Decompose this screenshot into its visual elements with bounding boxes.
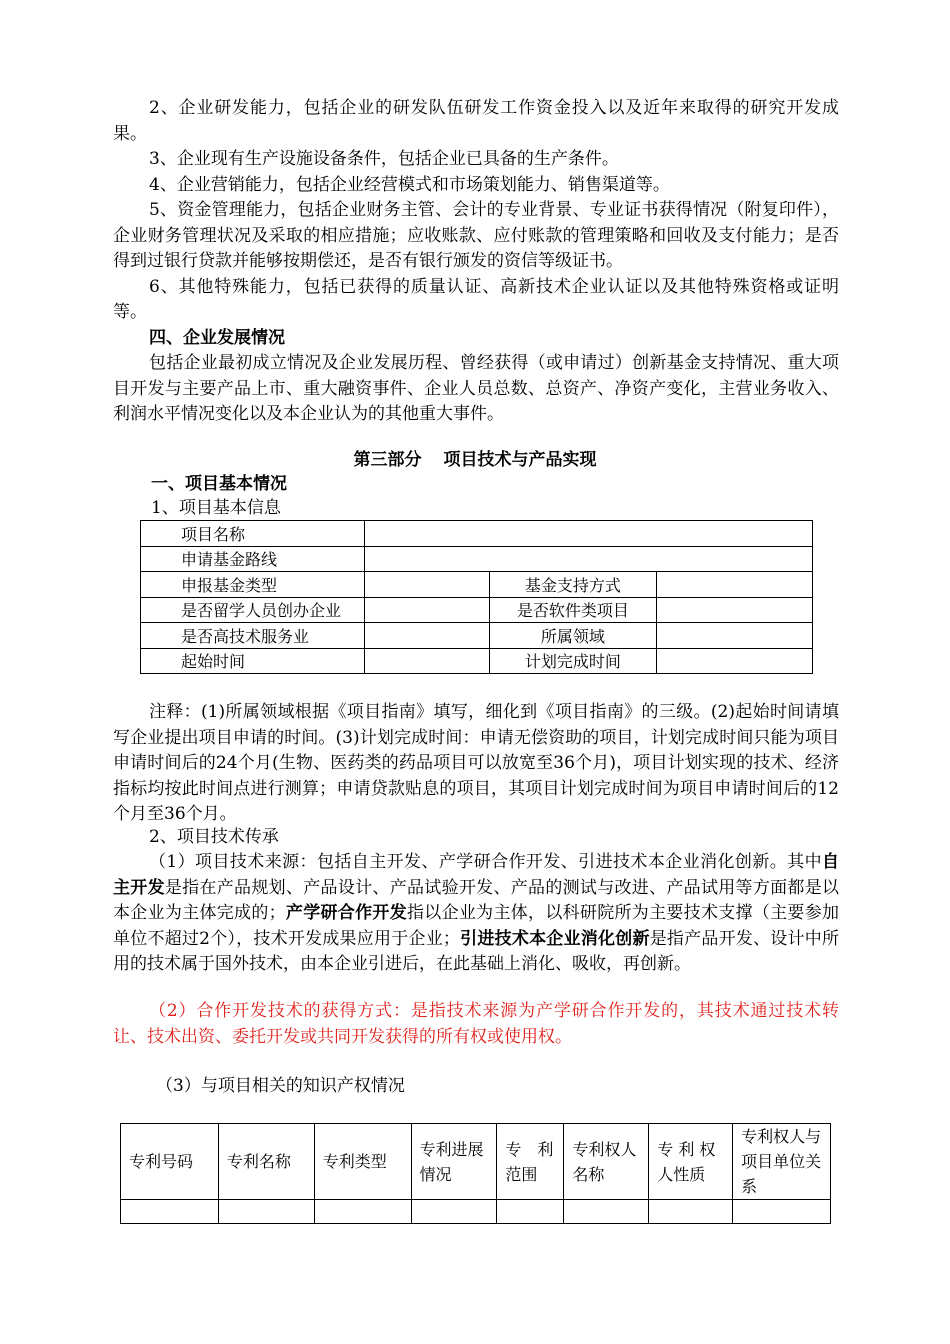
tech-source-intro: （1）项目技术来源：包括自主开发、产学研合作开发、引进技术本企业消化创新。其中 [149,852,822,872]
value-support-mode[interactable] [657,572,813,598]
label-field: 所属领域 [489,623,657,649]
value-field[interactable] [657,623,813,649]
tech-source-def1: 是指在产品规划、产品设计、产品试验开发、产品的测试与改进、产品试用等方面都是以本企业为主体完成的； [113,877,840,923]
label-project-name: 项目名称 [141,521,365,547]
item-rd-capability: 2、企业研发能力，包括企业的研发队伍研发工作资金投入以及近年来取得的研究开发成果。 [113,98,839,144]
value-start-time[interactable] [364,648,489,674]
header-patent-name: 专利名称 [218,1124,314,1200]
header-patentee-relation: 专利权人与项目单位关系 [733,1124,831,1200]
table-row [141,623,813,649]
cell-patentee-name[interactable] [564,1200,649,1224]
cell-patent-name[interactable] [218,1200,314,1224]
tech-source-def2: 指以企业为主体，以科研院所为主要技术支撑（主要参加单位不超过2个），技术开发成果应用于企业； [113,903,840,949]
label-plan-end-time: 计划完成时间 [489,648,657,674]
header-patent-type: 专利类型 [314,1124,411,1200]
cell-patent-progress[interactable] [411,1200,497,1224]
term-industry-academia: 产学研合作开发 [285,903,407,923]
header-patent-progress: 专利进展情况 [411,1124,497,1200]
item-marketing-capability: 4、企业营销能力，包括企业经营模式和市场策划能力、销售渠道等。 [149,174,670,195]
label-high-tech-service: 是否高技术服务业 [141,623,365,649]
term-self-developed: 自主开发 [113,852,839,898]
header-patent-number: 专利号码 [121,1124,219,1200]
project-info-table [140,520,813,674]
cell-patent-number[interactable] [121,1200,219,1224]
label-software: 是否软件类项目 [489,597,657,623]
coop-method-paragraph: （2）合作开发技术的获得方式：是指技术来源为产学研合作开发的，其技术通过技术转让、技术出资、委托开发或共同开发获得的所有权或使用权。 [113,1001,839,1047]
ip-heading: （3）与项目相关的知识产权情况 [156,1076,405,1096]
item-production-facilities: 3、企业现有生产设施设备条件，包括企业已具备的生产条件。 [149,149,619,169]
value-returnee[interactable] [364,597,489,623]
ip-table-header-row [121,1124,831,1200]
part-three-title [0,448,950,472]
item-fund-management: 5、资金管理能力，包括企业财务主管、会计的专业背景、专业证书获得情况（附复印件），企业财务管理状况及采取的相应措施；应收账款、应付账款的管理策略和回收及支付能力；是否得到过银行贷款并能够按期偿还，是否有银行颁发的资信等级证书。 [113,200,839,271]
tech-source-def3: 是指产品开发、设计中所用的技术属于国外技术，由本企业引进后，在此基础上消化、吸收，再创新。 [113,928,839,974]
cell-patentee-relation[interactable] [733,1200,831,1224]
section-four-heading: 四、企业发展情况 [149,327,285,348]
value-high-tech-service[interactable] [364,623,489,649]
table-note: 注释：(1)所属领域根据《项目指南》填写，细化到《项目指南》的三级。(2)起始时间请填写企业提出项目申请的时间。(3)计划完成时间：申请无偿资助的项目，计划完成时间只能为项目申请时间后的24个月(生物、医药类的药品项目可以放宽至36个月)，项目计划实现的技术、经济指标均按此时间点进行测算；申请贷款贴息的项目，其项目计划完成时间为项目申请时间后的12个月至36个月。 [113,702,839,824]
table-row [141,597,813,623]
value-plan-end-time[interactable] [657,648,813,674]
part-three-name: 项目技术与产品实现 [443,450,597,470]
cell-patent-type[interactable] [314,1200,411,1224]
basic-info-heading: 一、项目基本情况 [151,474,287,494]
label-returnee: 是否留学人员创办企业 [141,597,365,623]
table-row [141,648,813,674]
value-software[interactable] [657,597,813,623]
header-patent-scope: 专 利范围 [497,1124,564,1200]
label-start-time: 起始时间 [141,648,365,674]
item-special-capability: 6、其他特殊能力，包括已获得的质量认证、高新技术企业认证以及其他特殊资格或证明等。 [113,276,839,322]
table-row [141,521,813,547]
table-row [141,572,813,598]
value-fund-type[interactable] [364,572,489,598]
term-imported-innovation: 引进技术本企业消化创新 [459,928,650,949]
value-project-name[interactable] [364,521,812,547]
table-row [121,1200,831,1224]
tech-source-paragraph [113,850,839,978]
header-patentee-name: 专利权人名称 [564,1124,649,1200]
tech-heritage-heading: 2、项目技术传承 [149,827,279,847]
cell-patent-scope[interactable] [497,1200,564,1224]
ip-table [120,1123,831,1224]
section-four-body: 包括企业最初成立情况及企业发展历程、曾经获得（或申请过）创新基金支持情况、重大项目开发与主要产品上市、重大融资事件、企业人员总数、总资产、净资产变化，主营业务收入、利润水平情况变化以及本企业认为的其他重大事件。 [113,353,839,424]
cell-patentee-nature[interactable] [649,1200,733,1224]
value-fund-route[interactable] [364,546,812,572]
label-fund-type: 申报基金类型 [141,572,365,598]
label-support-mode: 基金支持方式 [489,572,657,598]
header-patentee-nature: 专 利 权人性质 [649,1124,733,1200]
table-row [141,546,813,572]
label-fund-route: 申请基金路线 [141,546,365,572]
part-three-label: 第三部分 [353,450,422,470]
basic-info-subheading: 1、项目基本信息 [151,498,281,518]
